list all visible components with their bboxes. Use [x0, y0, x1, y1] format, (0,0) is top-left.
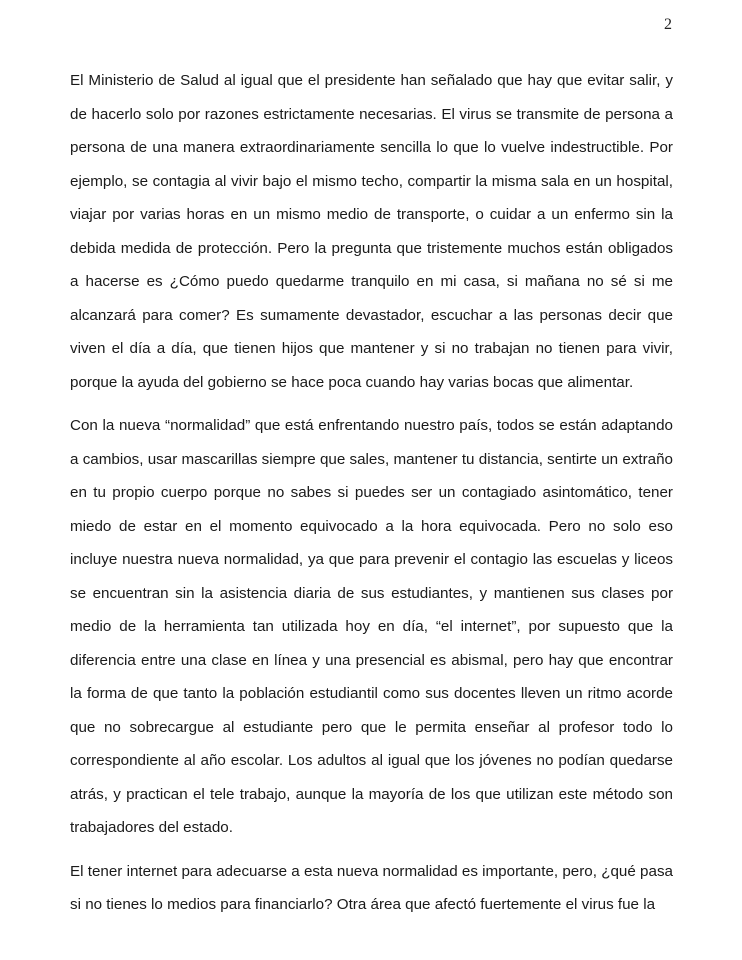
- paragraph-2: Con la nueva “normalidad” que está enfrentando nuestro país, todos se están adaptando a cambios, usar mascarillas siempre que sales, mantener tu distancia, sentirte un extraño en tu propio cuerpo porque no sabes si puedes ser un contagiado asintomático, tener miedo de estar en el momento equivocado a la hora equivocada. Pero no solo eso incluye nuestra nueva normalidad, ya que para prevenir el contagio las escuelas y liceos se encuentran sin la asistencia diaria de sus estudiantes, y mantienen sus clases por medio de la herramienta tan utilizada hoy en día, “el internet”, por supuesto que la diferencia entre una clase en línea y una presencial es abismal, pero hay que encontrar la forma de que tanto la población estudiantil como sus docentes lleven un ritmo acorde que no sobrecargue al estudiante pero que le permita enseñar al profesor todo lo correspondiente al año escolar. Los adultos al igual que los jóvenes no podían quedarse atrás, y practican el tele trabajo, aunque la mayoría de los que utilizan este método son trabajadores del estado.: [70, 417, 673, 836]
- document-body: [70, 64, 673, 932]
- paragraph-3: El tener internet para adecuarse a esta nueva normalidad es importante, pero, ¿qué pasa si no tienes lo medios para financiarlo? Otra área que afectó fuertemente el virus fue la: [70, 862, 673, 913]
- paragraph-1: El Ministerio de Salud al igual que el presidente han señalado que hay que evitar salir, y de hacerlo solo por razones estrictamente necesarias. El virus se transmite de persona a persona de una manera extraordinariamente sencilla lo que lo vuelve indestructible. Por ejemplo, se contagia al vivir bajo el mismo techo, compartir la misma sala en un hospital, viajar por varias horas en un mismo medio de transporte, o cuidar a un enfermo sin la debida medida de protección. Pero la pregunta que tristemente muchos están obligados a hacerse es ¿Cómo puedo quedarme tranquilo en mi casa, si mañana no sé si me alcanzará para comer? Es sumamente devastador, escuchar a las personas decir que viven el día a día, que tienen hijos que mantener y si no trabajan no tienen para vivir, porque la ayuda del gobierno se hace poca cuando hay varias bocas que alimentar.: [70, 72, 673, 391]
- page-number: 2: [664, 16, 672, 33]
